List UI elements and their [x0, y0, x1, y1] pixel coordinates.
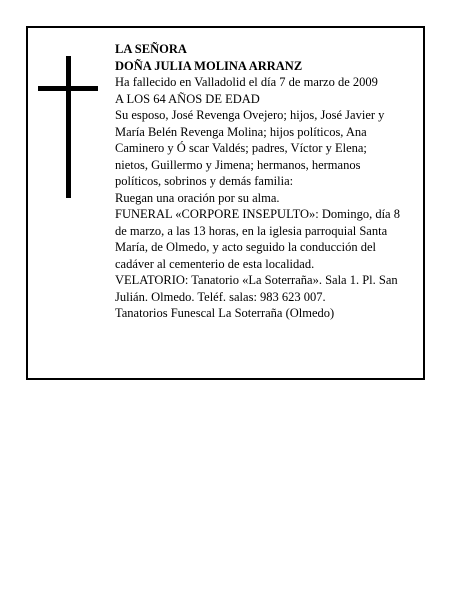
cross-icon — [38, 56, 98, 198]
cross-vertical-bar — [66, 56, 71, 198]
family-line: políticos, sobrinos y demás familia: — [115, 174, 294, 188]
cross-horizontal-bar — [38, 86, 98, 91]
notice-text — [115, 41, 425, 322]
funeral-line: de marzo, a las 13 horas, en la iglesia parroquial Santa — [115, 223, 388, 238]
death-announcement: Ha fallecido en Valladolid el día 7 de marzo de 2009 — [115, 75, 378, 89]
prayer-request: Ruegan una oración por su alma. — [115, 190, 280, 205]
funeral-line: María, de Olmedo, y acto seguido la conducción del — [115, 240, 377, 254]
family-line: Su esposo, José Revenga Ovejero; hijos, José Javier y — [115, 108, 385, 122]
age-line: A LOS 64 AÑOS DE EDAD — [115, 91, 260, 106]
wake-line: VELATORIO: Tanatorio «La Soterraña». Sala 1. Pl. San — [115, 273, 398, 287]
wake-line: Julián. Olmedo. Teléf. salas: 983 623 007. — [115, 289, 326, 304]
funeral-home-line: Tanatorios Funescal La Soterraña (Olmedo) — [115, 306, 335, 320]
family-line: Caminero y Ó scar Valdés; padres, Víctor y Elena; — [115, 141, 367, 155]
funeral-line: cadáver al cementerio de esta localidad. — [115, 256, 315, 271]
family-line: nietos, Guillermo y Jimena; hermanos, hermanos — [115, 157, 361, 172]
funeral-line: FUNERAL «CORPORE INSEPULTO»: Domingo, día 8 — [115, 207, 400, 221]
deceased-name: DOÑA JULIA MOLINA ARRANZ — [115, 58, 303, 73]
notice-title: LA SEÑORA — [115, 42, 187, 56]
family-line: María Belén Revenga Molina; hijos políticos, Ana — [115, 124, 367, 139]
obituary-notice — [26, 26, 425, 380]
